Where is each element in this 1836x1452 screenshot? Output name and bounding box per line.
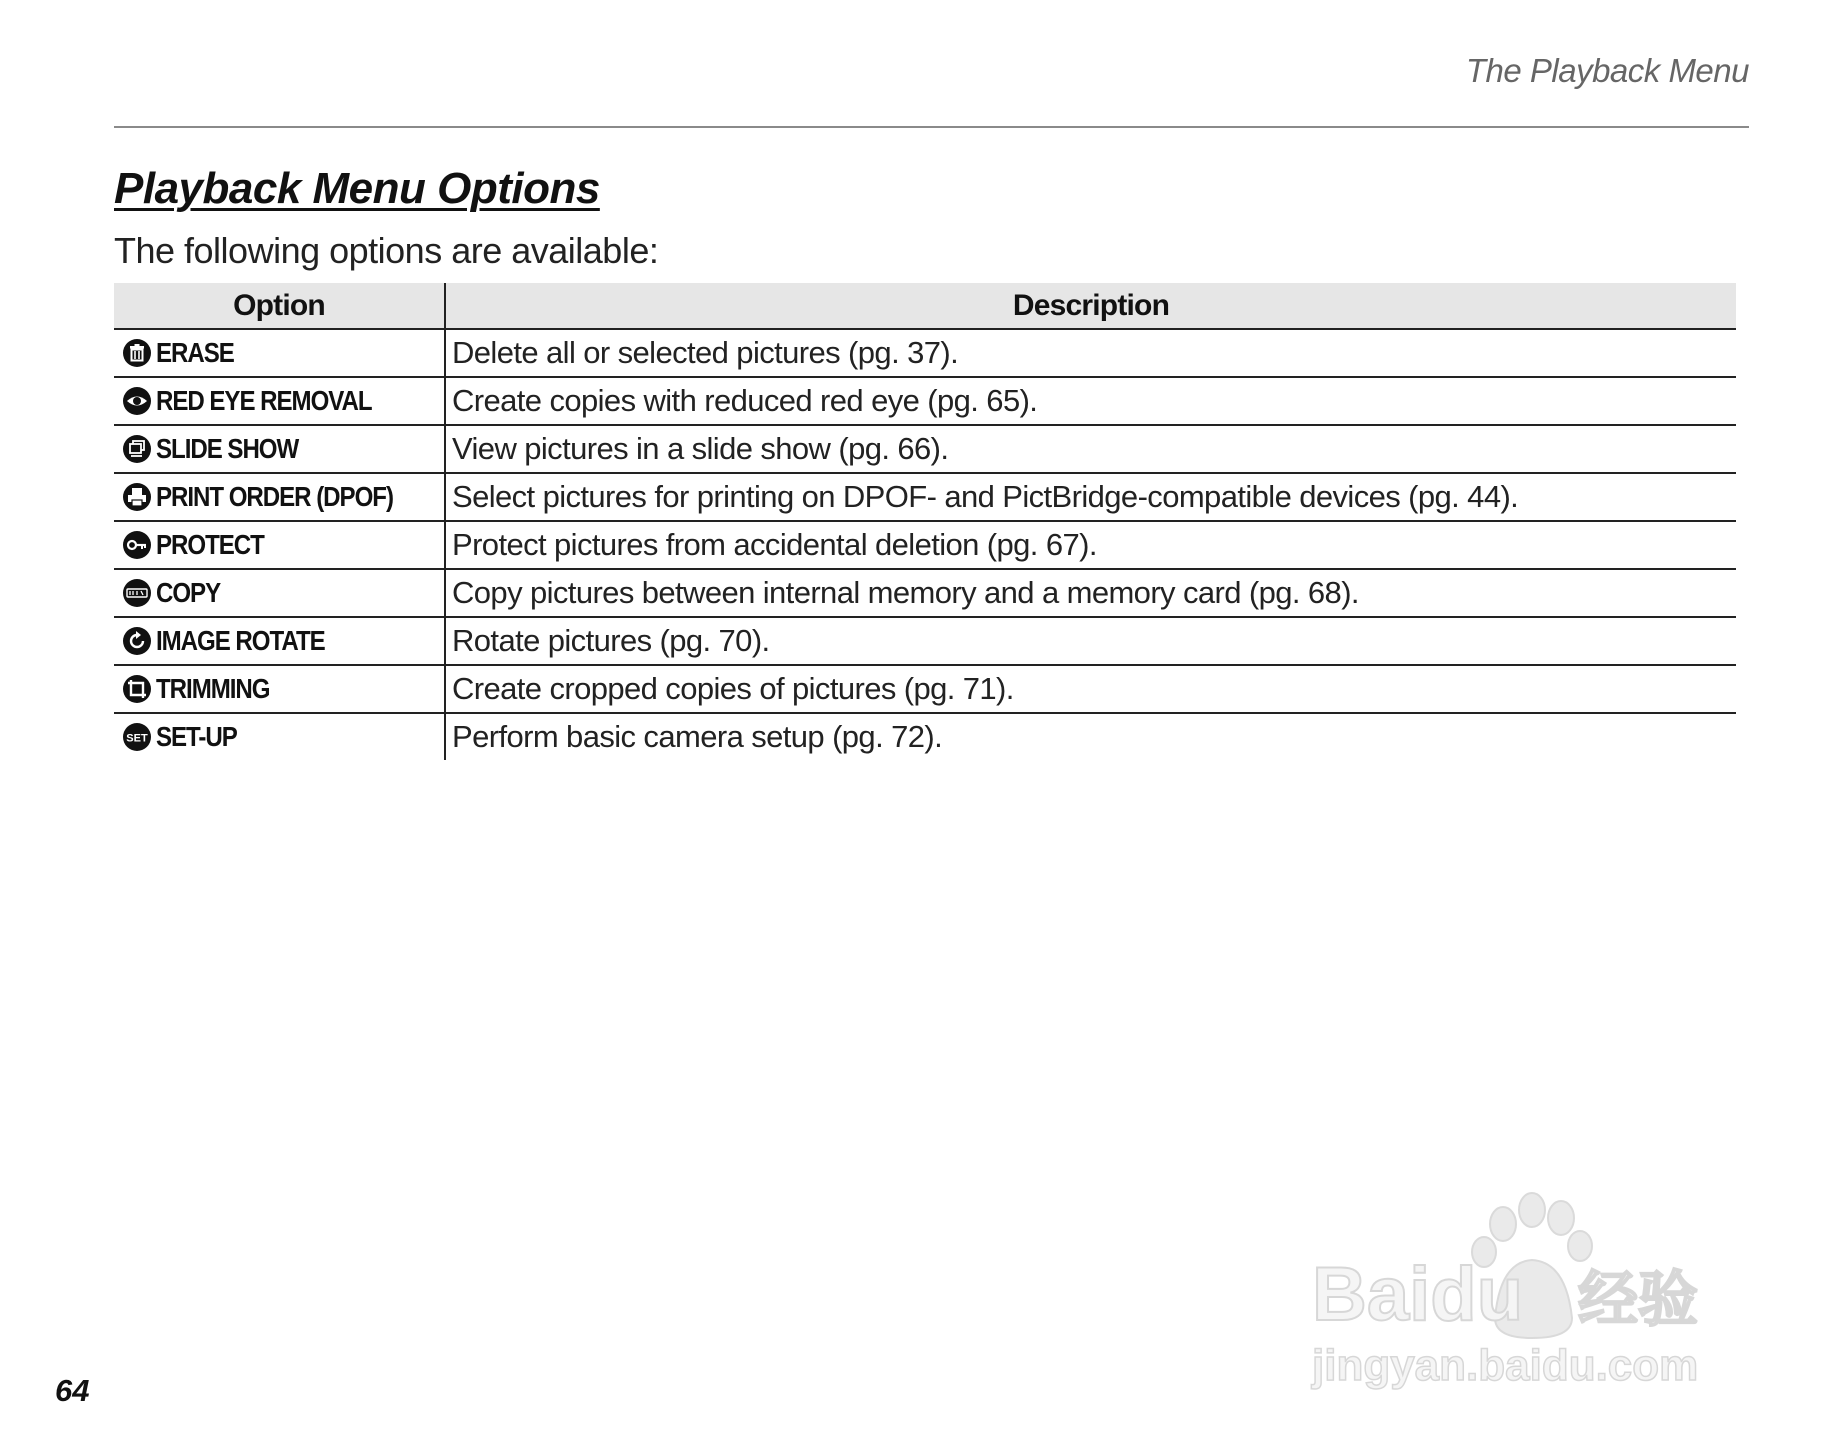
- description-cell: Perform basic camera setup (pg. 72).: [452, 719, 943, 754]
- description-cell: Create cropped copies of pictures (pg. 71).: [445, 665, 1736, 713]
- baidu-watermark-logo: [1310, 1180, 1750, 1395]
- svg-text:SET: SET: [126, 732, 148, 745]
- description-cell: Select pictures for printing on DPOF- and PictBridge-compatible devices (pg. 44).: [445, 473, 1736, 521]
- option-cell: [114, 521, 445, 569]
- option-label: SET-UP: [156, 721, 237, 752]
- option-cell: [114, 617, 445, 665]
- table-row: [114, 377, 1736, 425]
- table-header-row: [114, 283, 1736, 329]
- watermark-brand: Baidu: [1312, 1252, 1524, 1337]
- options-table: [114, 283, 1736, 760]
- table-row: [114, 665, 1736, 713]
- option-label: ERASE: [156, 337, 234, 368]
- set-up-icon: [122, 722, 152, 752]
- table-row: [114, 425, 1736, 473]
- option-cell: [114, 713, 445, 760]
- description-cell: Rotate pictures (pg. 70).: [445, 617, 1736, 665]
- option-cell: [114, 377, 445, 425]
- erase-icon: [122, 338, 152, 368]
- option-label: PROTECT: [156, 529, 264, 560]
- option-cell: [114, 425, 445, 473]
- header-rule: [114, 126, 1749, 128]
- table-row: [114, 329, 1736, 377]
- option-label: COPY: [156, 577, 221, 608]
- table-row: [114, 713, 1736, 760]
- table-row: [114, 569, 1736, 617]
- slide-show-icon: [122, 434, 152, 464]
- option-cell: [114, 329, 445, 377]
- option-label: RED EYE REMOVAL: [156, 385, 372, 416]
- image-rotate-icon: [122, 626, 152, 656]
- table-row: [114, 617, 1736, 665]
- option-cell: [114, 473, 445, 521]
- option-label: TRIMMING: [156, 673, 270, 704]
- section-title: Playback Menu Options: [114, 164, 600, 213]
- print-order-icon: [122, 482, 152, 512]
- option-cell: [114, 665, 445, 713]
- watermark-brand-suffix: 经验: [1578, 1265, 1698, 1335]
- option-label: SLIDE SHOW: [156, 433, 299, 464]
- table-row: [114, 521, 1736, 569]
- description-cell: Copy pictures between internal memory and a memory card (pg. 68).: [445, 569, 1736, 617]
- copy-icon: [122, 578, 152, 608]
- page-number: 64: [55, 1373, 90, 1408]
- red-eye-icon: [122, 386, 152, 416]
- option-label: PRINT ORDER (DPOF): [156, 481, 393, 512]
- table-row: [114, 473, 1736, 521]
- description-cell: View pictures in a slide show (pg. 66).: [445, 425, 1736, 473]
- intro-text: The following options are available:: [114, 230, 659, 271]
- description-cell: Protect pictures from accidental deletion (pg. 67).: [445, 521, 1736, 569]
- watermark-url: jingyan.baidu.com: [1312, 1341, 1699, 1390]
- column-header-description: Description: [445, 283, 1736, 329]
- option-cell: [114, 569, 445, 617]
- option-label: IMAGE ROTATE: [156, 625, 325, 656]
- trimming-icon: [122, 674, 152, 704]
- description-cell: Create copies with reduced red eye (pg. 65).: [445, 377, 1736, 425]
- protect-icon: [122, 530, 152, 560]
- running-head: The Playback Menu: [1465, 52, 1749, 89]
- column-header-option: Option: [114, 283, 445, 329]
- description-cell: Delete all or selected pictures (pg. 37).: [445, 329, 1736, 377]
